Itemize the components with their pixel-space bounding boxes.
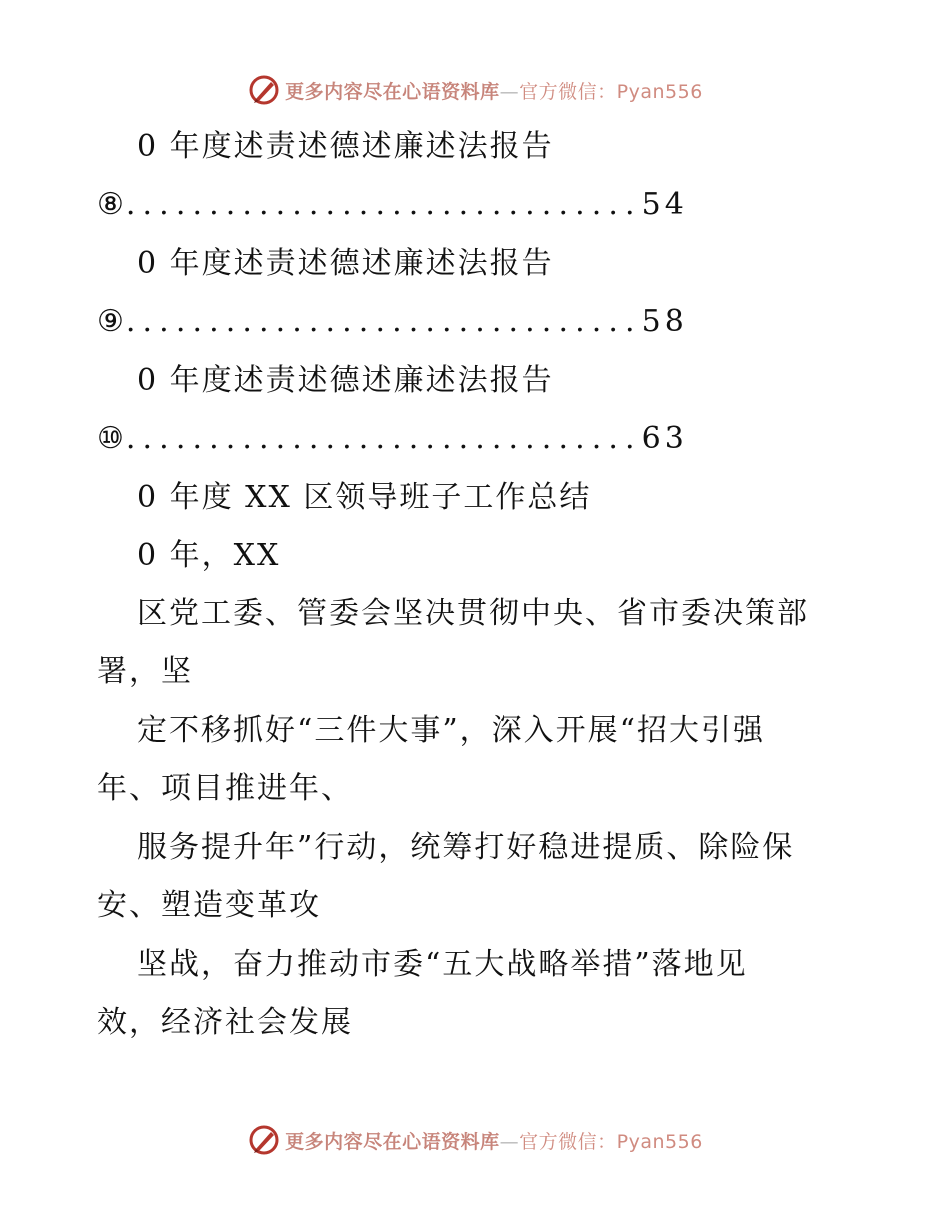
pen-logo-icon xyxy=(247,1123,281,1157)
pen-logo-icon xyxy=(247,73,281,107)
toc-entry-title: 0 年度述责述德述廉述法报告 xyxy=(137,129,554,164)
toc-entry-title: 0 年度述责述德述廉述法报告 xyxy=(137,363,554,398)
body-line: 年、项目推进年、 xyxy=(97,771,353,806)
banner-text xyxy=(285,77,703,104)
body-line: 效，经济社会发展 xyxy=(97,1005,353,1040)
section-heading: 0 年度 XX 区领导班子工作总结 xyxy=(137,480,592,515)
toc-entry-leader xyxy=(0,302,950,342)
toc-entry-leader xyxy=(0,185,950,225)
banner-brand: 更多内容尽在心语资料库 xyxy=(285,80,500,103)
toc-page-number: 54 xyxy=(641,187,688,222)
body-line: 坚战，奋力推动市委“五大战略举措”落地见 xyxy=(137,947,748,982)
toc-page-number: 58 xyxy=(641,304,688,339)
banner-wechat: 官方微信：Pyan556 xyxy=(519,1130,703,1153)
body-line: 区党工委、管委会坚决贯彻中央、省市委决策部 xyxy=(137,596,809,631)
toc-dots: ............................... xyxy=(125,421,642,456)
banner-text xyxy=(285,1127,703,1154)
toc-marker: ⑩ xyxy=(97,421,126,456)
body-line: 定不移抓好“三件大事”，深入开展“招大引强 xyxy=(137,713,766,748)
toc-page-number: 63 xyxy=(641,421,688,456)
toc-entry-leader xyxy=(0,419,950,459)
footer-banner xyxy=(0,1120,950,1160)
body-line: 0 年，XX xyxy=(137,538,281,573)
toc-marker: ⑧ xyxy=(97,187,126,222)
body-line: 服务提升年”行动，统筹打好稳进提质、除险保 xyxy=(137,830,795,865)
body-line: 安、塑造变革攻 xyxy=(97,888,321,923)
toc-entry-title: 0 年度述责述德述廉述法报告 xyxy=(137,246,554,281)
toc-dots: ............................... xyxy=(125,304,642,339)
header-banner xyxy=(0,70,950,110)
banner-wechat: 官方微信：Pyan556 xyxy=(519,80,703,103)
toc-marker: ⑨ xyxy=(97,304,126,339)
banner-brand: 更多内容尽在心语资料库 xyxy=(285,1130,500,1153)
body-line: 署，坚 xyxy=(97,654,193,689)
banner-dash: — xyxy=(499,80,520,103)
toc-dots: ............................... xyxy=(125,187,642,222)
banner-dash: — xyxy=(499,1130,520,1153)
